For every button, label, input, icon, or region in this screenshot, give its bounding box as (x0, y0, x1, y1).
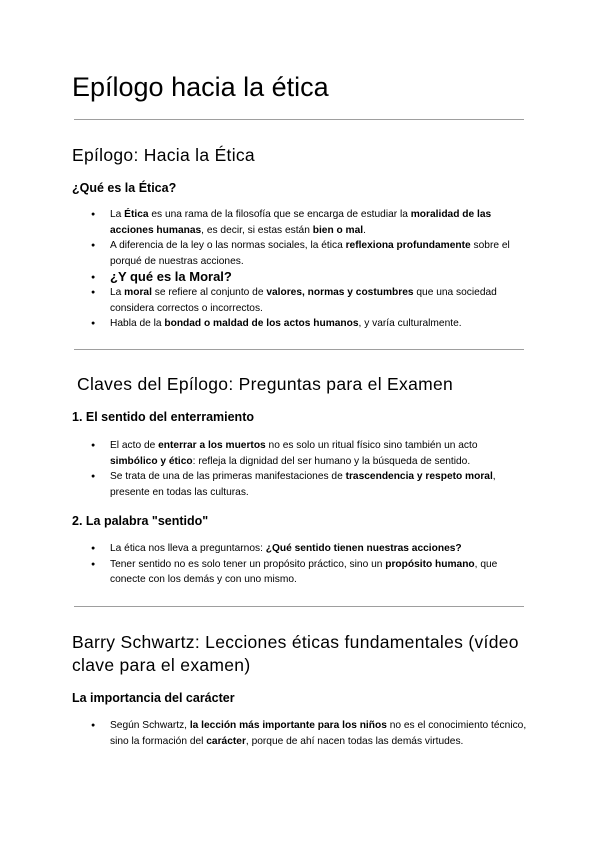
sentido-list (72, 541, 527, 588)
document-title: Epílogo hacia la ética (72, 72, 329, 102)
list-item: ● Según Schwartz, la lección más importante para los niños no es el conocimiento técnico, sino la formación del carácter, porque de ahí nacen todas las demás virtudes. (72, 718, 527, 749)
subheading-caracter: La importancia del carácter (72, 691, 235, 705)
list-item: ● A diferencia de la ley o las normas sociales, la ética reflexiona profundamente sobre el porqué de nuestras acciones. (72, 238, 527, 269)
subheading-enterramiento: 1. El sentido del enterramiento (72, 410, 254, 424)
list-item: ● El acto de enterrar a los muertos no es solo un ritual físico sino también un acto simbólico y ético: refleja la dignidad del ser humano y la búsqueda de sentido. (72, 438, 527, 469)
section-heading-claves: Claves del Epílogo: Preguntas para el Examen (77, 374, 454, 394)
section-heading-epilogo: Epílogo: Hacia la Ética (72, 145, 255, 165)
list-item: ● Se trata de una de las primeras manifestaciones de trascendencia y respeto moral, presente en todas las culturas. (72, 469, 527, 500)
section-heading-schwartz: Barry Schwartz: Lecciones éticas fundamentales (vídeo clave para el examen) (72, 632, 519, 675)
list-item: ● La moral se refiere al conjunto de valores, normas y costumbres que una sociedad considera correctos o incorrectos. (72, 285, 527, 316)
list-item: ● Habla de la bondad o maldad de los actos humanos, y varía culturalmente. (72, 316, 527, 332)
enterramiento-list (72, 438, 527, 500)
caracter-list (72, 718, 527, 749)
list-item-moral-question: ● ¿Y qué es la Moral? (72, 269, 527, 285)
etica-list (72, 207, 527, 332)
divider (74, 349, 524, 350)
divider (74, 119, 524, 120)
list-item: ● La Ética es una rama de la filosofía que se encarga de estudiar la moralidad de las acciones humanas, es decir, si estas están bien o mal. (72, 207, 527, 238)
subheading-sentido: 2. La palabra "sentido" (72, 514, 209, 528)
list-item: ● La ética nos lleva a preguntarnos: ¿Qué sentido tienen nuestras acciones? (72, 541, 527, 557)
subheading-que-es-etica: ¿Qué es la Ética? (72, 181, 177, 195)
divider (74, 606, 524, 607)
list-item: ● Tener sentido no es solo tener un propósito práctico, sino un propósito humano, que conecte con los demás y con uno mismo. (72, 557, 527, 588)
